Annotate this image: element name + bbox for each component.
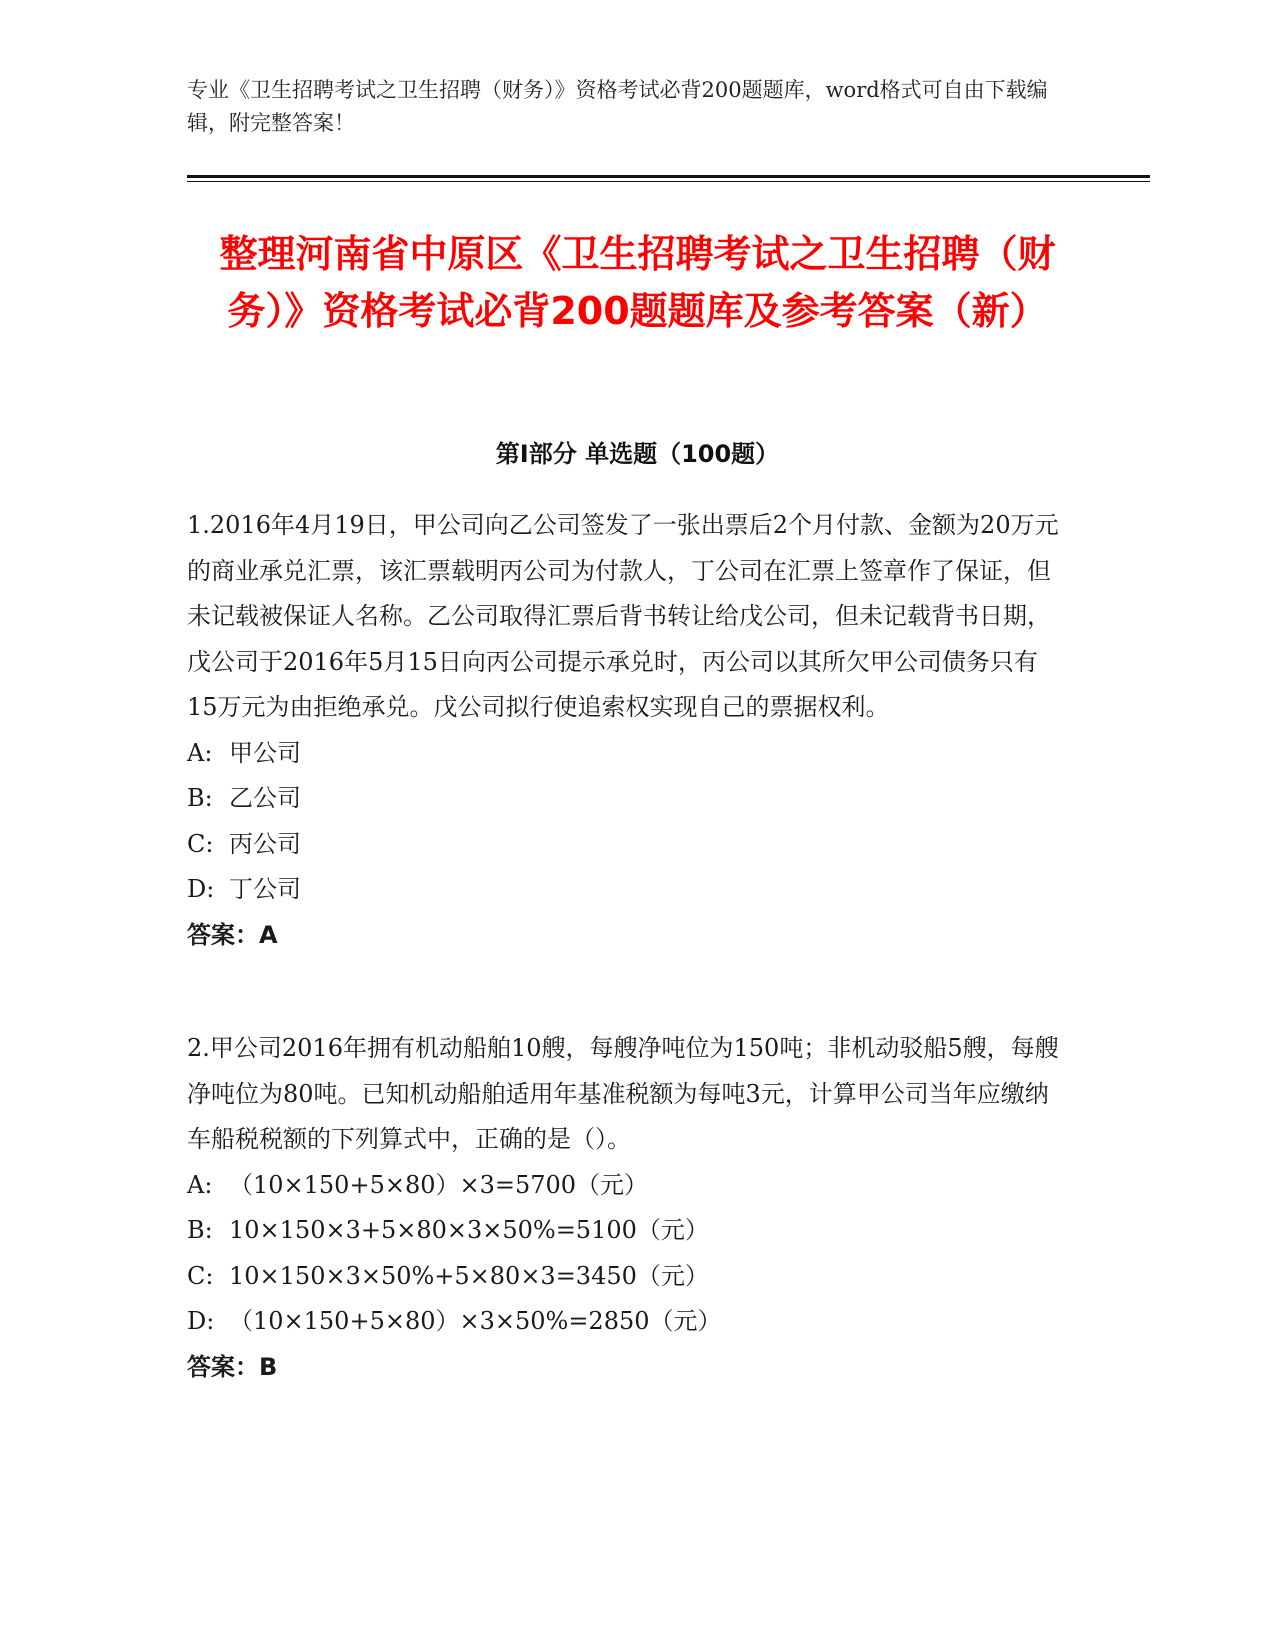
option-text: （10×150+5×80）×3=5700（元） <box>229 1170 649 1199</box>
question-stem: 2.甲公司2016年拥有机动船舶10艘，每艘净吨位为150吨；非机动驳船5艘，每艘净吨位为80吨。已知机动船舶适用年基准税额为每吨3元，计算甲公司当年应缴纳车船税税额的下列算式中，正确的是（）。 <box>187 1034 1059 1153</box>
option-text: 丁公司 <box>229 875 301 903</box>
header-note: 专业《卫生招聘考试之卫生招聘（财务）》资格考试必背200题题库，word格式可自由下载编辑，附完整答案！ <box>187 78 1048 135</box>
option-letter: C: <box>187 829 214 858</box>
header-divider-thin <box>187 181 1150 182</box>
option-d <box>187 1299 1067 1345</box>
option-b <box>187 1208 1067 1254</box>
option-text: 乙公司 <box>229 784 301 812</box>
option-text: （10×150+5×80）×3×50%=2850（元） <box>229 1307 722 1335</box>
answer: 答案：B <box>187 1352 278 1381</box>
header-divider-thick <box>187 175 1150 178</box>
option-b <box>187 776 1067 822</box>
option-text: 甲公司 <box>229 738 301 767</box>
option-letter: A: <box>187 738 213 767</box>
option-a <box>187 731 1067 777</box>
option-letter: B: <box>187 1216 213 1244</box>
option-letter: A: <box>187 1170 213 1199</box>
section-heading: 第I部分 单选题（100题） <box>495 440 780 468</box>
question-1 <box>187 503 1067 958</box>
option-text: 10×150×3+5×80×3×50%=5100（元） <box>229 1216 709 1244</box>
option-c <box>187 822 1067 868</box>
option-letter: C: <box>187 1261 214 1290</box>
option-text: 10×150×3×50%+5×80×3=3450（元） <box>229 1261 709 1290</box>
question-stem: 1.2016年4月19日，甲公司向乙公司签发了一张出票后2个月付款、金额为20万元的商业承兑汇票，该汇票载明丙公司为付款人，丁公司在汇票上签章作了保证，但未记载被保证人名称。乙公司取得汇票后背书转让给戊公司，但未记载背书日期，戊公司于2016年5月15日向丙公司提示承兑时，丙公司以其所欠甲公司债务只有15万元为由拒绝承兑。戊公司拟行使追索权实现自己的票据权利。 <box>187 511 1059 721</box>
option-d <box>187 867 1067 913</box>
question-2 <box>187 1026 1067 1390</box>
answer: 答案：A <box>187 920 278 949</box>
option-letter: B: <box>187 784 213 812</box>
option-a <box>187 1163 1067 1209</box>
option-letter: D: <box>187 875 215 903</box>
document-title: 整理河南省中原区《卫生招聘考试之卫生招聘（财务）》资格考试必背200题题库及参考答案（新） <box>219 232 1056 333</box>
option-text: 丙公司 <box>229 829 301 858</box>
option-letter: D: <box>187 1307 215 1335</box>
option-c <box>187 1254 1067 1300</box>
